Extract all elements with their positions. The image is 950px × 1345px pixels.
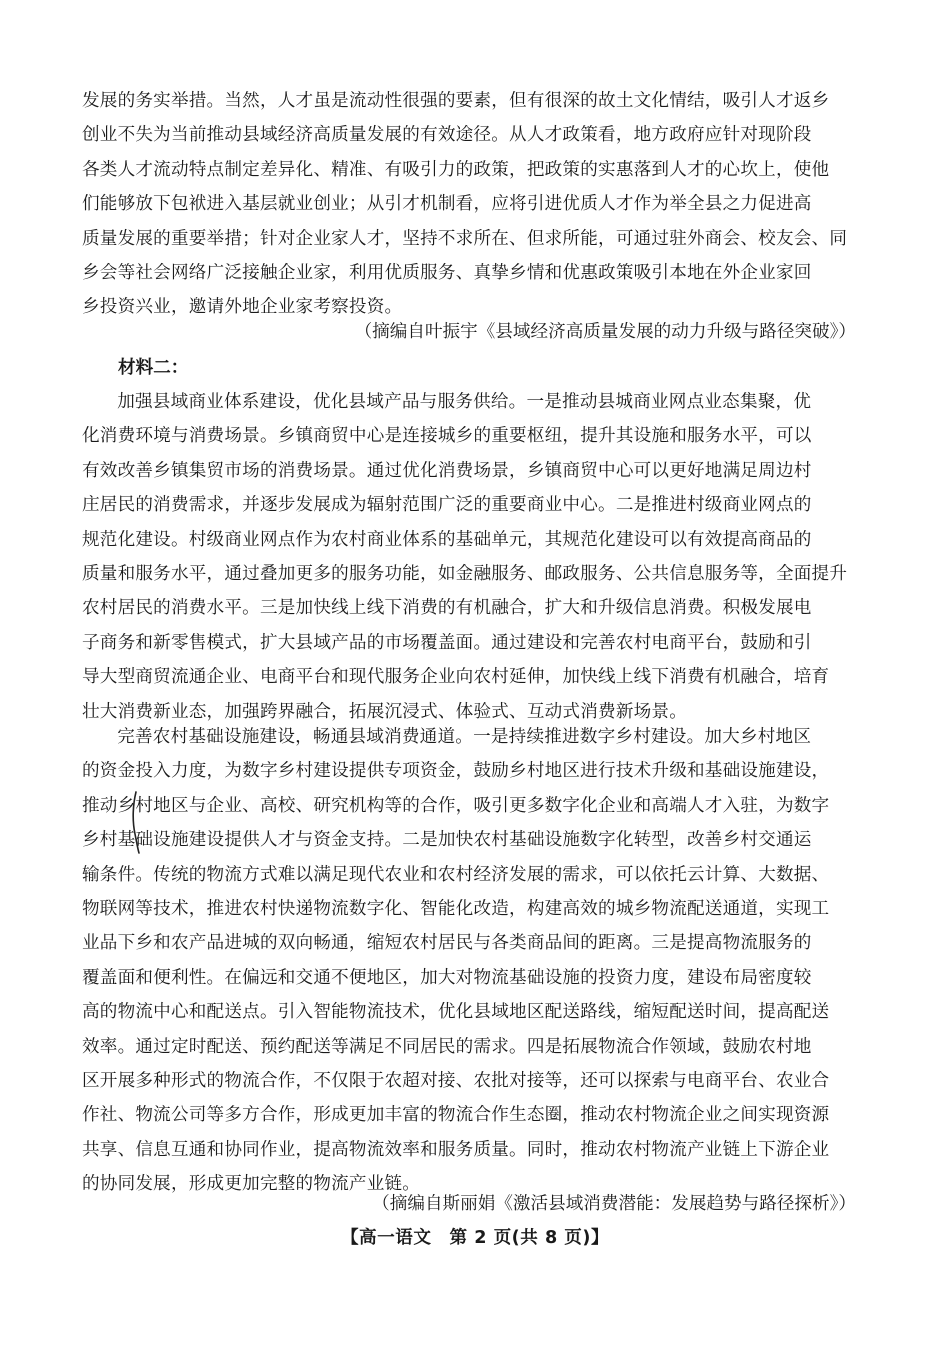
page-footer: 【高一语文 第 2 页(共 8 页)】: [340, 1228, 610, 1248]
text-line: 有效改善乡镇集贸市场的消费场景。通过优化消费场景，乡镇商贸中心可以更好地满足周边村: [82, 460, 812, 481]
text-line: 发展的务实举措。当然，人才虽是流动性很强的要素，但有很深的故土文化情结，吸引人才返乡: [82, 91, 830, 111]
material-two-heading: 材料二：: [118, 358, 189, 378]
text-line: 推动乡村地区与企业、高校、研究机构等的合作，吸引更多数字化企业和高端人才入驻，为数字: [82, 795, 830, 816]
text-line: 输条件。传统的物流方式难以满足现代农业和农村经济发展的需求，可以依托云计算、大数据、: [82, 864, 830, 885]
text-line: 加强县域商业体系建设，优化县域产品与服务供给。一是推动县城商业网点业态集聚，优: [117, 392, 812, 412]
text-line: 各类人才流动特点制定差异化、精准、有吸引力的政策，把政策的实惠落到人才的心坎上，使他: [82, 159, 830, 180]
text-line: 农村居民的消费水平。三是加快线上线下消费的有机融合，扩大和升级信息消费。积极发展电: [82, 598, 812, 619]
material-one-source: （摘编自叶振宇《县域经济高质量发展的动力升级与路径突破》）: [354, 322, 856, 342]
material-one-text: [82, 84, 856, 325]
text-line: 完善农村基础设施建设，畅通县域消费通道。一是持续推进数字乡村建设。加大乡村地区: [117, 727, 812, 747]
text-line: 共享、信息互通和协同作业，提高物流效率和服务质量。同时，推动农村物流产业链上下游企业: [82, 1139, 830, 1160]
text-line: 物联网等技术，推进农村快递物流数字化、智能化改造，构建高效的城乡物流配送通道，实现工: [82, 898, 830, 919]
text-line: 壮大消费新业态，加强跨界融合，拓展沉浸式、体验式、互动式消费新场景。: [82, 701, 687, 722]
text-line: 的协同发展，形成更加完整的物流产业链。: [82, 1174, 421, 1195]
text-line: 乡投资兴业，邀请外地企业家考察投资。: [82, 297, 403, 318]
text-line: 的资金投入力度，为数字乡村建设提供专项资金，鼓励乡村地区进行技术升级和基础设施建设，: [82, 761, 830, 782]
text-line: 导大型商贸流通企业、电商平台和现代服务企业向农村延伸，加快线上线下消费有机融合，培育: [82, 667, 830, 688]
text-line: 效率。通过定时配送、预约配送等满足不同居民的需求。四是拓展物流合作领域，鼓励农村地: [82, 1036, 812, 1057]
text-line: 业品下乡和农产品进城的双向畅通，缩短农村居民与各类商品间的距离。三是提高物流服务的: [82, 933, 812, 954]
material-two-source: （摘编自斯丽娟《激活县域消费潜能：发展趋势与路径探析》）: [372, 1194, 856, 1214]
text-line: 质量和服务水平，通过叠加更多的服务功能，如金融服务、邮政服务、公共信息服务等，全面提升: [82, 563, 848, 584]
text-line: 规范化建设。村级商业网点作为农村商业体系的基础单元，其规范化建设可以有效提高商品的: [82, 529, 812, 550]
text-line: 高的物流中心和配送点。引入智能物流技术，优化县域地区配送路线，缩短配送时间，提高配送: [82, 1002, 830, 1023]
text-line: 区开展多种形式的物流合作，不仅限于农超对接、农批对接等，还可以探索与电商平台、农业合: [82, 1070, 830, 1091]
pen-stroke-mark: [126, 790, 146, 854]
text-line: 作社、物流公司等多方合作，形成更加丰富的物流合作生态圈，推动农村物流企业之间实现资源: [82, 1105, 830, 1126]
text-line: 子商务和新零售模式，扩大县域产品的市场覆盖面。通过建设和完善农村电商平台，鼓励和引: [82, 632, 812, 653]
text-line: 乡村基础设施建设提供人才与资金支持。二是加快农村基础设施数字化转型，改善乡村交通运: [82, 830, 812, 851]
text-line: 覆盖面和便利性。在偏远和交通不便地区，加大对物流基础设施的投资力度，建设布局密度较: [82, 967, 812, 988]
text-line: 庄居民的消费需求，并逐步发展成为辐射范围广泛的重要商业中心。二是推进村级商业网点的: [82, 495, 812, 516]
text-line: 们能够放下包袱进入基层就业创业；从引才机制看，应将引进优质人才作为举全县之力促进高: [82, 194, 812, 215]
text-line: 乡会等社会网络广泛接触企业家，利用优质服务、真挚乡情和优惠政策吸引本地在外企业家回: [82, 262, 812, 283]
text-line: 质量发展的重要举措；针对企业家人才，坚持不求所在、但求所能，可通过驻外商会、校友会、同: [82, 228, 848, 249]
material-two-paragraph-two: [82, 720, 856, 1201]
text-line: 化消费环境与消费场景。乡镇商贸中心是连接城乡的重要枢纽，提升其设施和服务水平，可以: [82, 426, 812, 447]
material-two-paragraph-one: [82, 385, 856, 729]
text-line: 创业不失为当前推动县域经济高质量发展的有效途径。从人才政策看，地方政府应针对现阶段: [82, 125, 812, 146]
